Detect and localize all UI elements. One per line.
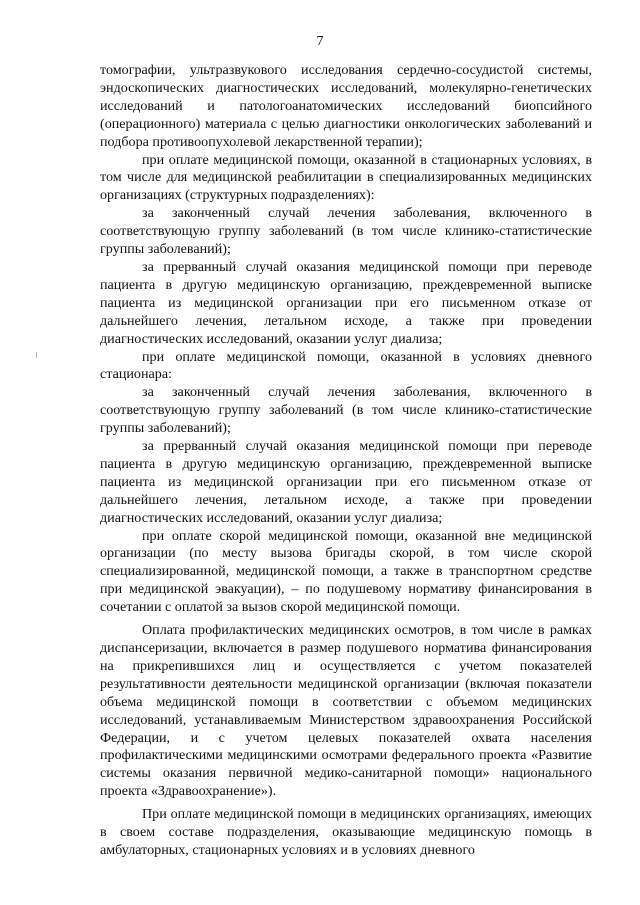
paragraph-inpatient-interrupted-case: за прерванный случай оказания медицинской помощи при переводе пациента в другую медицинскую организацию, преждевременной выписке пациента из медицинской организации при его письменном отказе от дальнейшего лечения, летальном исходе, а также при проведении диагностических исследований, оказании услуг диализа; (100, 258, 592, 347)
paragraph-inpatient-payment: при оплате медицинской помощи, оказанной в стационарных условиях, в том числе для медицинской реабилитации в специализированных медицинских организациях (структурных подразделениях): (100, 151, 592, 204)
paragraph-inpatient-completed-case: за законченный случай лечения заболевания, включенного в соответствующую группу заболеваний (в том числе клинико-статистические группы заболеваний); (100, 205, 592, 258)
paragraph-preventive-examinations: Оплата профилактических медицинских осмотров, в том числе в рамках диспансеризации, включается в размер подушевого норматива финансирования на прикрепившихся лиц и осуществляется с учетом показателей результативности деятельности медицинской организации (включая показатели объема медицинской помощи в соответствии с объемом медицинских исследований, устанавливаемым Министерством здравоохранения Российской Федерации, и с учетом целевых показателей охвата населения профилактическими медицинскими осмотрами федерального проекта «Развитие системы оказания первичной медико-санитарной помощи» национального проекта «Здравоохранение»). (100, 622, 592, 800)
page-number: 7 (316, 34, 324, 49)
paragraph-continuation: томографии, ультразвукового исследования сердечно-сосудистой системы, эндоскопических диагностических исследований, молекулярно-генетических исследований и патологоанатомических исследований биопсийного (операционного) материала с целью диагностики онкологических заболеваний и подбора противоопухолевой лекарственной терапии); (100, 62, 592, 150)
document-body (100, 62, 592, 860)
margin-mark (36, 352, 37, 358)
paragraph-day-hospital-completed-case: за законченный случай лечения заболевания, включенного в соответствующую группу заболеваний (в том числе клинико-статистические группы заболеваний); (100, 384, 592, 437)
paragraph-day-hospital-payment: при оплате медицинской помощи, оказанной в условиях дневного стационара: (100, 348, 592, 383)
paragraph-emergency-care-payment: при оплате скорой медицинской помощи, оказанной вне медицинской организации (по месту вызова бригады скорой, в том числе скорой специализированной, медицинской помощи, а также в транспортном средстве при медицинской эвакуации), – по подушевому нормативу финансирования в сочетании с оплатой за вызов скорой медицинской помощи. (100, 527, 592, 616)
paragraph-multi-unit-organizations: При оплате медицинской помощи в медицинских организациях, имеющих в своем составе подразделения, оказывающие медицинскую помощь в амбулаторных, стационарных условиях и в условиях дневного (100, 806, 592, 858)
paragraph-day-hospital-interrupted-case: за прерванный случай оказания медицинской помощи при переводе пациента в другую медицинскую организацию, преждевременной выписке пациента из медицинской организации при его письменном отказе от дальнейшего лечения, летальном исходе, а также при проведении диагностических исследований, оказании услуг диализа; (100, 438, 592, 526)
